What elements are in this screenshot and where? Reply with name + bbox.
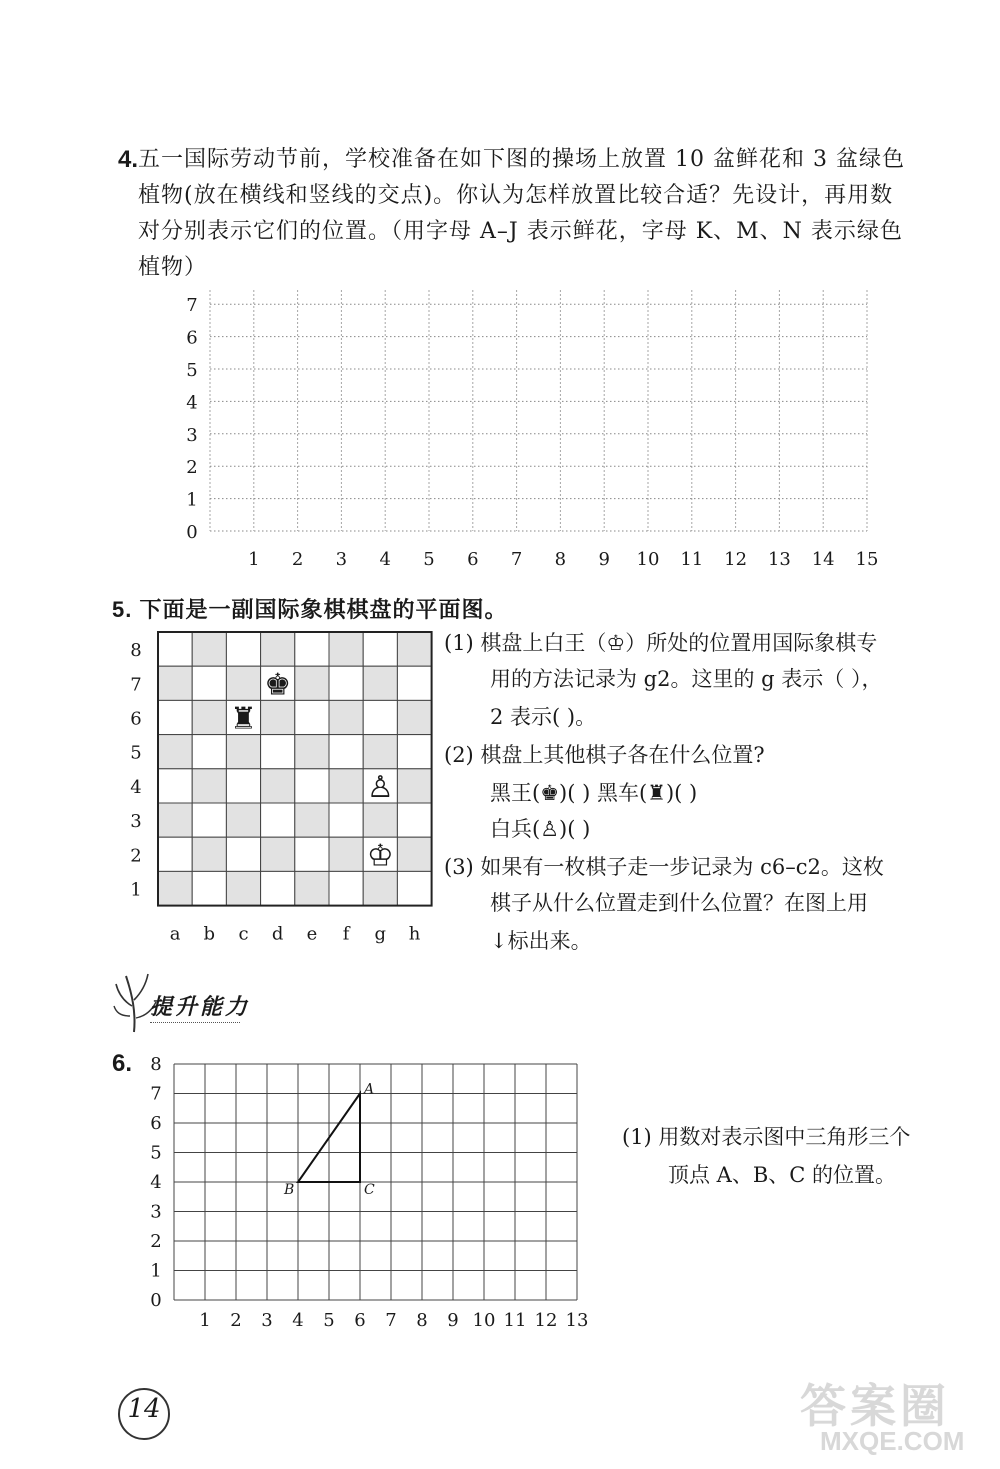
board-square (192, 632, 226, 666)
board-square (192, 735, 226, 769)
black-rook-icon: ♜ (230, 701, 257, 737)
file-label: a (169, 923, 181, 945)
file-label: h (408, 923, 421, 945)
q6-x-label: 13 (565, 1310, 589, 1331)
q5-sub2-line2: 黑王(♚)( ) 黑车(♜)( ) (490, 781, 698, 805)
file-label: g (374, 923, 387, 945)
board-square (158, 871, 192, 905)
board-square (192, 700, 226, 734)
q6-x-label: 6 (354, 1310, 366, 1331)
board-square (363, 632, 397, 666)
board-square (226, 666, 260, 700)
board-square (226, 871, 260, 905)
board-square (226, 735, 260, 769)
board-square (226, 803, 260, 837)
q6-x-label: 9 (447, 1310, 459, 1331)
q4-line: 植物） (138, 255, 208, 280)
board-square (329, 632, 363, 666)
q6-x-label: 7 (385, 1310, 397, 1331)
board-square (158, 632, 192, 666)
q6-number: 6. (112, 1050, 133, 1077)
board-square (329, 837, 363, 871)
vertex-label-b: B (284, 1182, 295, 1198)
q4-x-label: 7 (510, 549, 523, 570)
q6-y-label: 1 (150, 1260, 162, 1282)
board-square (158, 735, 192, 769)
q5-sub2-line3: 白兵(♙)( ) (490, 817, 591, 841)
board-square (363, 803, 397, 837)
q4-y-label: 2 (186, 457, 198, 479)
q4-y-label: 7 (186, 295, 198, 317)
q6-x-label: 10 (472, 1310, 496, 1331)
q6-x-axis-labels (199, 1310, 588, 1331)
board-square (261, 803, 295, 837)
file-labels (170, 924, 421, 945)
section-underline (150, 1022, 240, 1023)
board-square (397, 871, 431, 905)
q6-x-label: 5 (323, 1310, 335, 1331)
q4-x-label: 15 (855, 549, 879, 570)
q4-x-label: 10 (636, 549, 660, 570)
file-label: d (271, 923, 284, 945)
q4-grid (170, 285, 890, 575)
q4-y-label: 4 (186, 392, 198, 414)
board-square (295, 871, 329, 905)
board-square (295, 837, 329, 871)
q6-x-label: 11 (503, 1310, 527, 1331)
board-square (295, 735, 329, 769)
q6-x-label: 4 (292, 1310, 304, 1331)
q4-x-label: 13 (767, 549, 791, 570)
board-square (261, 871, 295, 905)
board-square (226, 769, 260, 803)
q4-line: 五一国际劳动节前，学校准备在如下图的操场上放置 10 盆鲜花和 3 盆绿色 (138, 147, 905, 172)
watermark-logo: 答案圈 (800, 1380, 950, 1432)
file-label: f (342, 923, 350, 945)
board-square (363, 871, 397, 905)
q4-x-label: 3 (335, 549, 348, 570)
q4-y-label: 6 (186, 327, 198, 349)
q6-x-label: 3 (261, 1310, 273, 1331)
rank-label: 6 (130, 708, 142, 730)
q6-y-axis-labels (150, 1055, 161, 1311)
q4-x-axis-labels (248, 549, 878, 570)
q4-x-label: 2 (291, 549, 304, 570)
q4-x-label: 14 (811, 549, 835, 570)
board-square (329, 871, 363, 905)
q5-sub1-line3: 2 表示( )。 (490, 705, 597, 729)
rank-label: 5 (130, 742, 142, 764)
rank-label: 7 (130, 674, 142, 696)
board-square (397, 803, 431, 837)
board-square (192, 803, 226, 837)
q6-y-label: 6 (150, 1113, 162, 1134)
board-square (397, 632, 431, 666)
q6-x-label: 2 (230, 1310, 242, 1331)
board-square (397, 735, 431, 769)
board-square (397, 666, 431, 700)
q6-gridlines (174, 1064, 577, 1300)
q4-x-label: 12 (724, 549, 748, 570)
rank-label: 2 (130, 845, 142, 867)
rank-label: 3 (130, 811, 142, 833)
white-pawn-icon: ♙ (366, 769, 394, 805)
q6-sub1-line2: 顶点 A、B、C 的位置。 (668, 1163, 897, 1187)
board-square (397, 837, 431, 871)
q5-sub2-line1: (2) 棋盘上其他棋子各在什么位置? (444, 743, 765, 767)
q5-sub3-line1: (3) 如果有一枚棋子走一步记录为 c6–c2。这枚 (444, 855, 884, 879)
q4-y-label: 3 (186, 424, 198, 446)
board-square (363, 700, 397, 734)
vertex-label-a: A (364, 1081, 375, 1098)
black-king-icon: ♚ (264, 667, 292, 703)
q4-y-axis-labels (186, 295, 197, 543)
q6-x-label: 1 (199, 1310, 211, 1331)
q5-sub3-line2: 棋子从什么位置走到什么位置？在图上用 (490, 891, 868, 915)
board-square (295, 666, 329, 700)
board-square (192, 769, 226, 803)
board-square (192, 871, 226, 905)
file-label: b (203, 923, 216, 945)
q4-line: 植物(放在横线和竖线的交点)。你认为怎样放置比较合适？先设计，再用数 (138, 183, 894, 208)
board-square (295, 700, 329, 734)
rank-label: 1 (130, 879, 142, 901)
q6-x-label: 12 (534, 1310, 558, 1331)
q6-y-label: 3 (150, 1201, 162, 1223)
q6-grid (140, 1055, 600, 1340)
board-square (363, 666, 397, 700)
board-square (329, 769, 363, 803)
board-square (295, 769, 329, 803)
rank-label: 4 (130, 776, 142, 798)
board-square (397, 769, 431, 803)
q6-y-label: 4 (150, 1172, 162, 1193)
q4-text (138, 142, 958, 286)
q4-x-label: 8 (554, 549, 567, 570)
page-number: 14 (127, 1394, 161, 1424)
file-label: c (238, 923, 249, 945)
board-square (261, 837, 295, 871)
q5-sub1-line2: 用的方法记录为 g2。这里的 g 表示（ ）， (490, 667, 883, 691)
q4-y-label: 5 (186, 360, 198, 381)
board-square (261, 632, 295, 666)
q4-x-label: 11 (680, 549, 704, 570)
watermark-url: MXQE.COM (820, 1426, 965, 1456)
q4-x-label: 1 (248, 549, 260, 570)
q6-sub1-line1: (1) 用数对表示图中三角形三个 (622, 1125, 911, 1149)
q4-line: 对分别表示它们的位置。（用字母 A–J 表示鲜花，字母 K、M、N 表示绿色 (138, 219, 903, 244)
q4-y-label: 1 (186, 489, 198, 511)
q6-y-label: 7 (150, 1083, 162, 1105)
board-square (261, 769, 295, 803)
q5-title: 5. 下面是一副国际象棋棋盘的平面图。 (112, 597, 508, 622)
q6-y-label: 5 (150, 1142, 162, 1164)
q4-x-label: 6 (467, 549, 479, 570)
q4-gridlines (210, 290, 867, 531)
chessboard (118, 628, 438, 958)
q6-y-label: 2 (150, 1231, 162, 1252)
q4-y-label: 0 (186, 522, 198, 543)
rank-labels (130, 640, 141, 900)
q4-number: 4. (118, 146, 139, 173)
board-square (329, 803, 363, 837)
board-square (261, 735, 295, 769)
board-square (158, 700, 192, 734)
board-square (295, 632, 329, 666)
white-king-icon: ♔ (366, 838, 394, 874)
board-square (329, 735, 363, 769)
q4-x-label: 4 (379, 549, 391, 570)
board-square (158, 803, 192, 837)
board-square (397, 700, 431, 734)
q5-sub1-line1: (1) 棋盘上白王（♔）所处的位置用国际象棋专 (444, 631, 878, 655)
board-square (226, 632, 260, 666)
board-square (329, 666, 363, 700)
q4-x-label: 5 (423, 549, 435, 570)
section-title: 提升能力 (150, 994, 251, 1019)
rank-label: 8 (130, 640, 142, 662)
board-square (192, 666, 226, 700)
q6-x-label: 8 (416, 1310, 428, 1331)
board-square (226, 837, 260, 871)
file-label: e (306, 923, 318, 945)
board-square (261, 700, 295, 734)
board-square (295, 803, 329, 837)
board-square (329, 700, 363, 734)
q4-x-label: 9 (598, 549, 610, 570)
vertex-label-c: C (364, 1182, 375, 1198)
board-square (158, 837, 192, 871)
q6-y-label: 0 (150, 1290, 162, 1311)
board-square (363, 735, 397, 769)
q5-sub3-line3: ↓标出来。 (490, 929, 592, 953)
board-square (192, 837, 226, 871)
board-square (158, 666, 192, 700)
board-square (158, 769, 192, 803)
q6-y-label: 8 (150, 1055, 162, 1075)
